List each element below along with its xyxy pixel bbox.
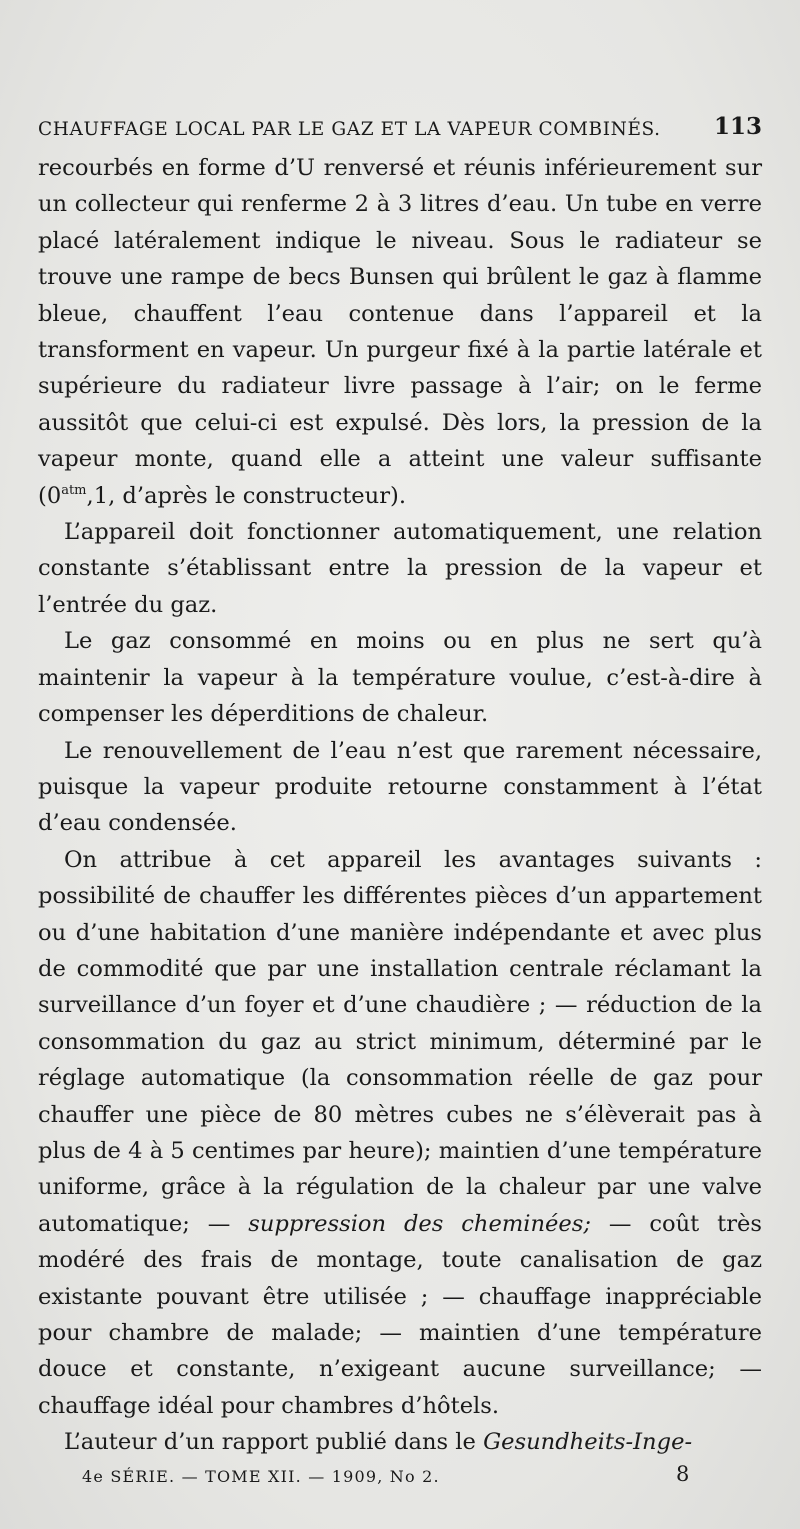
running-title: CHAUFFAGE LOCAL PAR LE GAZ ET LA VAPEUR COMBINÉS.	[38, 119, 661, 140]
book-page	[38, 0, 762, 1529]
paragraph: L’auteur d’un rapport publié dans le Gesundheits-Inge-	[64, 1429, 693, 1456]
superscript-atm: atm	[61, 482, 87, 498]
paragraph: L’appareil doit fonctionner automatiquement, une relation constante s’établissant entre la pression de la vapeur et l’entrée du gaz.	[38, 519, 762, 618]
italic-phrase: suppression des cheminées;	[248, 1210, 592, 1237]
signature-mark: 8	[676, 1462, 690, 1486]
paragraph: recourbés en forme d’U renversé et réunis inférieurement sur un collecteur qui renferme 2 à 3 litres d’eau. Un tube en verre placé latéralement indique le niveau. Sous le radiateur se trouve une rampe de becs Bunsen qui brûlent le gaz à flamme bleue, chauffent l’eau contenue dans l’appareil et la transforment en vapeur. Un purgeur fixé à la partie latérale et supérieure du radiateur livre passage à l’air; on le ferme aussitôt que celui-ci est expulsé. Dès lors, la pression de la vapeur monte, quand elle a atteint une valeur suffisante ($0^{atm},1$, d’après le constructeur).	[38, 155, 762, 509]
italic-phrase: Gesundheits-Inge-	[483, 1429, 693, 1456]
paragraph: Le renouvellement de l’eau n’est que rarement nécessaire, puisque la vapeur produite retourne constamment à l’état d’eau condensée.	[38, 737, 762, 837]
page-footer	[38, 1460, 762, 1494]
body-text	[38, 150, 762, 1461]
paragraph: Le gaz consommé en moins ou en plus ne sert qu’à maintenir la vapeur à la température voulue, c’est-à-dire à compenser les déperditions de chaleur.	[38, 628, 762, 728]
running-head	[38, 113, 762, 147]
paragraph: On attribue à cet appareil les avantages suivants : possibilité de chauffer les différentes pièces d’un appartement ou d’une habitation d’une manière indépendante et avec plus de commodité que par une installation centrale réclamant la surveillance d’un foyer et d’une chaudière ; — réduction de la consommation du gaz au strict minimum, déterminé par le réglage automatique (la consommation réelle de gaz pour chauffer une pièce de 80 mètres cubes ne s’élèverait pas à plus de 4 à 5 centimes par heure); maintien d’une température uniforme, grâce à la régulation de la chaleur par une valve automatique; — suppression des cheminées; — coût très modéré des frais de montage, toute canalisation de gaz existante pouvant être utilisée ; — chauffage inappréciable pour chambre de malade; — maintien d’une température douce et constante, n’exigeant aucune surveillance; — chauffage idéal pour chambres d’hôtels.	[38, 846, 762, 1419]
page-number: 113	[713, 113, 762, 140]
series-line: 4e SÉRIE. — TOME XII. — 1909, No 2.	[82, 1467, 440, 1486]
